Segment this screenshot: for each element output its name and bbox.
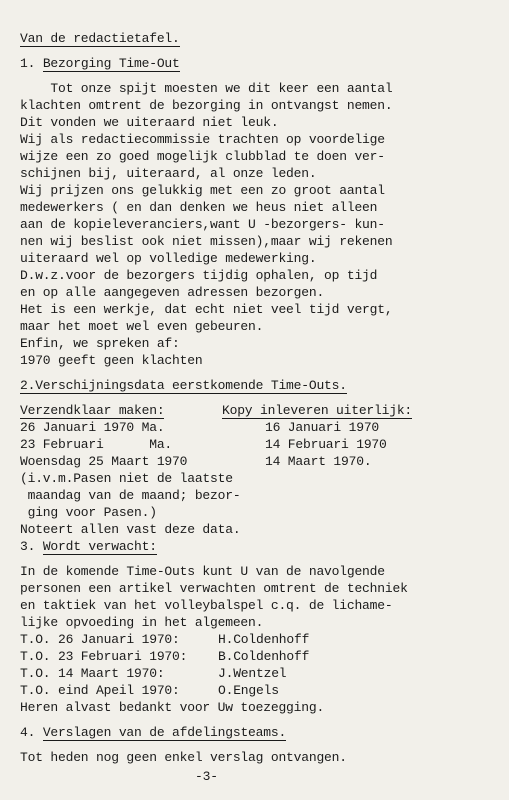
dates-row-col2: 16 Januari 1970 <box>265 420 380 435</box>
dates-row-col2: 14 Maart 1970. <box>265 454 372 469</box>
section1-line: en op alle aangegeven adressen bezorgen. <box>20 285 325 300</box>
note-line: (i.v.m.Pasen niet de laatste <box>20 471 233 486</box>
section1-line: maar het moet wel even gebeuren. <box>20 319 264 334</box>
section3-line: In de komende Time-Outs kunt U van de navolgende <box>20 564 385 579</box>
section3-closing: Heren alvast bedankt voor Uw toezegging. <box>20 700 325 715</box>
dates-row-col2: 14 Februari 1970 <box>265 437 387 452</box>
section1-line: Wij als redactiecommissie trachten op voordelige <box>20 132 385 147</box>
section1-line: nen wij beslist ook niet missen),maar wij rekenen <box>20 234 393 249</box>
section1-line: uiteraard wel op volledige medewerking. <box>20 251 317 266</box>
schedule-author: B.Coldenhoff <box>218 649 310 664</box>
section1-line: medewerkers ( en dan denken we heus niet alleen <box>20 200 378 215</box>
schedule-date: T.O. 23 Februari 1970: <box>20 649 188 664</box>
col2-header: Kopy inleveren uiterlijk: <box>222 403 413 418</box>
section1-line: Wij prijzen ons gelukkig met een zo groot aantal <box>20 183 385 198</box>
section1-line: D.w.z.voor de bezorgers tijdig ophalen, op tijd <box>20 268 378 283</box>
schedule-author: J.Wentzel <box>218 666 287 681</box>
section1-line: aan de kopieleveranciers,want U -bezorgers- kun- <box>20 217 385 232</box>
note-line: ging voor Pasen.) <box>20 505 157 520</box>
section1-line: Enfin, we spreken af: <box>20 336 180 351</box>
section1-line: Tot onze spijt moesten we dit keer een aantal <box>20 81 393 96</box>
schedule-date: T.O. 26 Januari 1970: <box>20 632 180 647</box>
schedule-author: O.Engels <box>218 683 279 698</box>
section4-heading: 4. Verslagen van de afdelingsteams. <box>20 725 287 740</box>
section3-heading: 3. Wordt verwacht: <box>20 539 157 554</box>
section3-line: personen een artikel verwachten omtrent de techniek <box>20 581 408 596</box>
section1-line: Het is een werkje, dat echt niet veel tijd vergt, <box>20 302 393 317</box>
section1-heading: 1. Bezorging Time-Out <box>20 56 180 71</box>
section3-line: en taktiek van het volleybalspel c.q. de lichame- <box>20 598 393 613</box>
section2-heading: 2.Verschijningsdata eerstkomende Time-Outs. <box>20 378 347 393</box>
section3-line: lijke opvoeding in het algemeen. <box>20 615 264 630</box>
header: Van de redactietafel. <box>20 31 180 46</box>
section2-closing: Noteert allen vast deze data. <box>20 522 241 537</box>
section1-line: Dit vonden we uiteraard niet leuk. <box>20 115 279 130</box>
dates-row-col1: 26 Januari 1970 Ma. <box>20 420 165 435</box>
section1-line: wijze een zo goed mogelijk clubblad te doen ver- <box>20 149 385 164</box>
section1-line: schijnen bij, uiteraard, al onze leden. <box>20 166 317 181</box>
note-line: maandag van de maand; bezor- <box>20 488 241 503</box>
section1-line: klachten omtrent de bezorging in ontvangst nemen. <box>20 98 393 113</box>
section1-line: 1970 geeft geen klachten <box>20 353 203 368</box>
dates-row-col1: 23 Februari Ma. <box>20 437 173 452</box>
page-number: -3- <box>195 769 218 784</box>
schedule-author: H.Coldenhoff <box>218 632 310 647</box>
schedule-date: T.O. eind Apeil 1970: <box>20 683 180 698</box>
col1-header: Verzendklaar maken: <box>20 403 165 418</box>
dates-row-col1: Woensdag 25 Maart 1970 <box>20 454 188 469</box>
section4-line: Tot heden nog geen enkel verslag ontvangen. <box>20 750 347 765</box>
schedule-date: T.O. 14 Maart 1970: <box>20 666 165 681</box>
